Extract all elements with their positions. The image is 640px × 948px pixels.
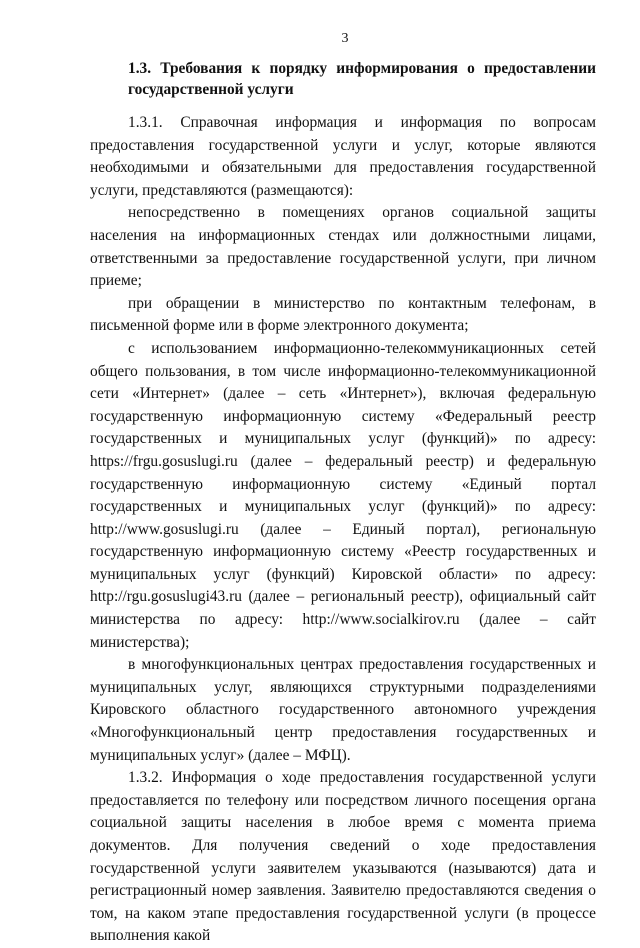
- paragraph-1-3-1: 1.3.1. Справочная информация и информация по вопросам предоставления государственной услуги и услуг, которые являются необходимыми и обязательными для предоставления государственной услуги, представляются (размещаются):: [90, 114, 596, 199]
- document-page: [90, 30, 596, 948]
- paragraph-mfc: в многофункциональных центрах предоставления государственных и муниципальных услуг, являющихся структурными подразделениями Кировского областного государственного автономного учреждения «Многофункциональный центр предоставления государственных и муниципальных услуг» (далее – МФЦ).: [90, 656, 596, 764]
- paragraph-internet: с использованием информационно-телекоммуникационных сетей общего пользования, в том числе информационно-телекоммуникационной сети «Интернет» (далее – сеть «Интернет»), включая федеральную государственную информационную систему «Федеральный реестр государственных и муниципальных услуг (функций)» по адресу: https://frgu.gosuslugi.ru (далее – федеральный реестр) и федеральную государственную информационную систему «Единый портал государственных и муниципальных услуг (функций)» по адресу: http://www.gosuslugi.ru (далее – Единый портал), региональную государственную информационную систему «Реестр государственных и муниципальных услуг (функций) Кировской области» по адресу: http://rgu.gosuslugi43.ru (далее – региональный реестр), официальный сайт министерства по адресу: http://www.socialkirov.ru (далее – сайт министерства);: [90, 339, 596, 651]
- section-heading: 1.3. Требования к порядку информирования о предоставлении государственной услуги: [128, 60, 596, 98]
- paragraph-1-3-2: 1.3.2. Информация о ходе предоставления государственной услуги предоставляется по телефону или посредством личного посещения органа социальной защиты населения в любое время с момента приема документов. Для получения сведений о ходе предоставления государственной услуги заявителем указываются (называются) дата и регистрационный номер заявления. Заявителю предоставляются сведения о том, на каком этапе предоставления государственной услуги (в процессе выполнения какой: [90, 769, 596, 945]
- page-number: 3: [341, 31, 349, 46]
- paragraph-phone: при обращении в министерство по контактным телефонам, в письменной форме или в форме электронного документа;: [90, 294, 596, 335]
- paragraph-premises: непосредственно в помещениях органов социальной защиты населения на информационных стендах или должностными лицами, ответственными за предоставление государственной услуги, при личном приеме;: [90, 204, 596, 290]
